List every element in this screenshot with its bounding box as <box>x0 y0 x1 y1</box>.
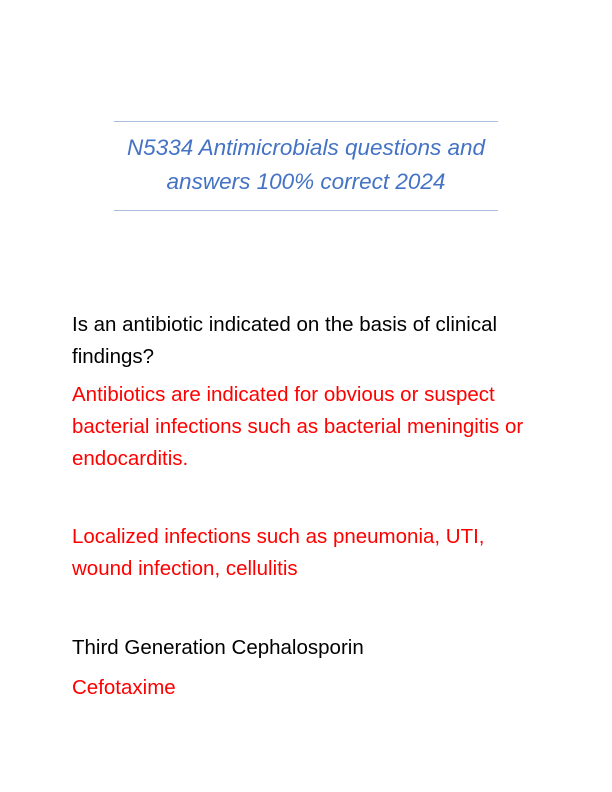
question-text: Third Generation Cephalosporin <box>72 636 364 659</box>
question-text: Is an antibiotic indicated on the basis of clinical findings? <box>72 313 498 368</box>
title-top-rule <box>114 121 498 122</box>
answer-text: Cefotaxime <box>72 676 176 699</box>
title-bottom-rule <box>114 210 498 211</box>
answer-text: Localized infections such as pneumonia, UTI, wound infection, cellulitis <box>72 525 485 580</box>
answer-text: Antibiotics are indicated for obvious or suspect bacterial infections such as bacterial meningitis or endocarditis. <box>72 383 524 470</box>
document-title: N5334 Antimicrobials questions and answers 100% correct 2024 <box>126 135 486 194</box>
